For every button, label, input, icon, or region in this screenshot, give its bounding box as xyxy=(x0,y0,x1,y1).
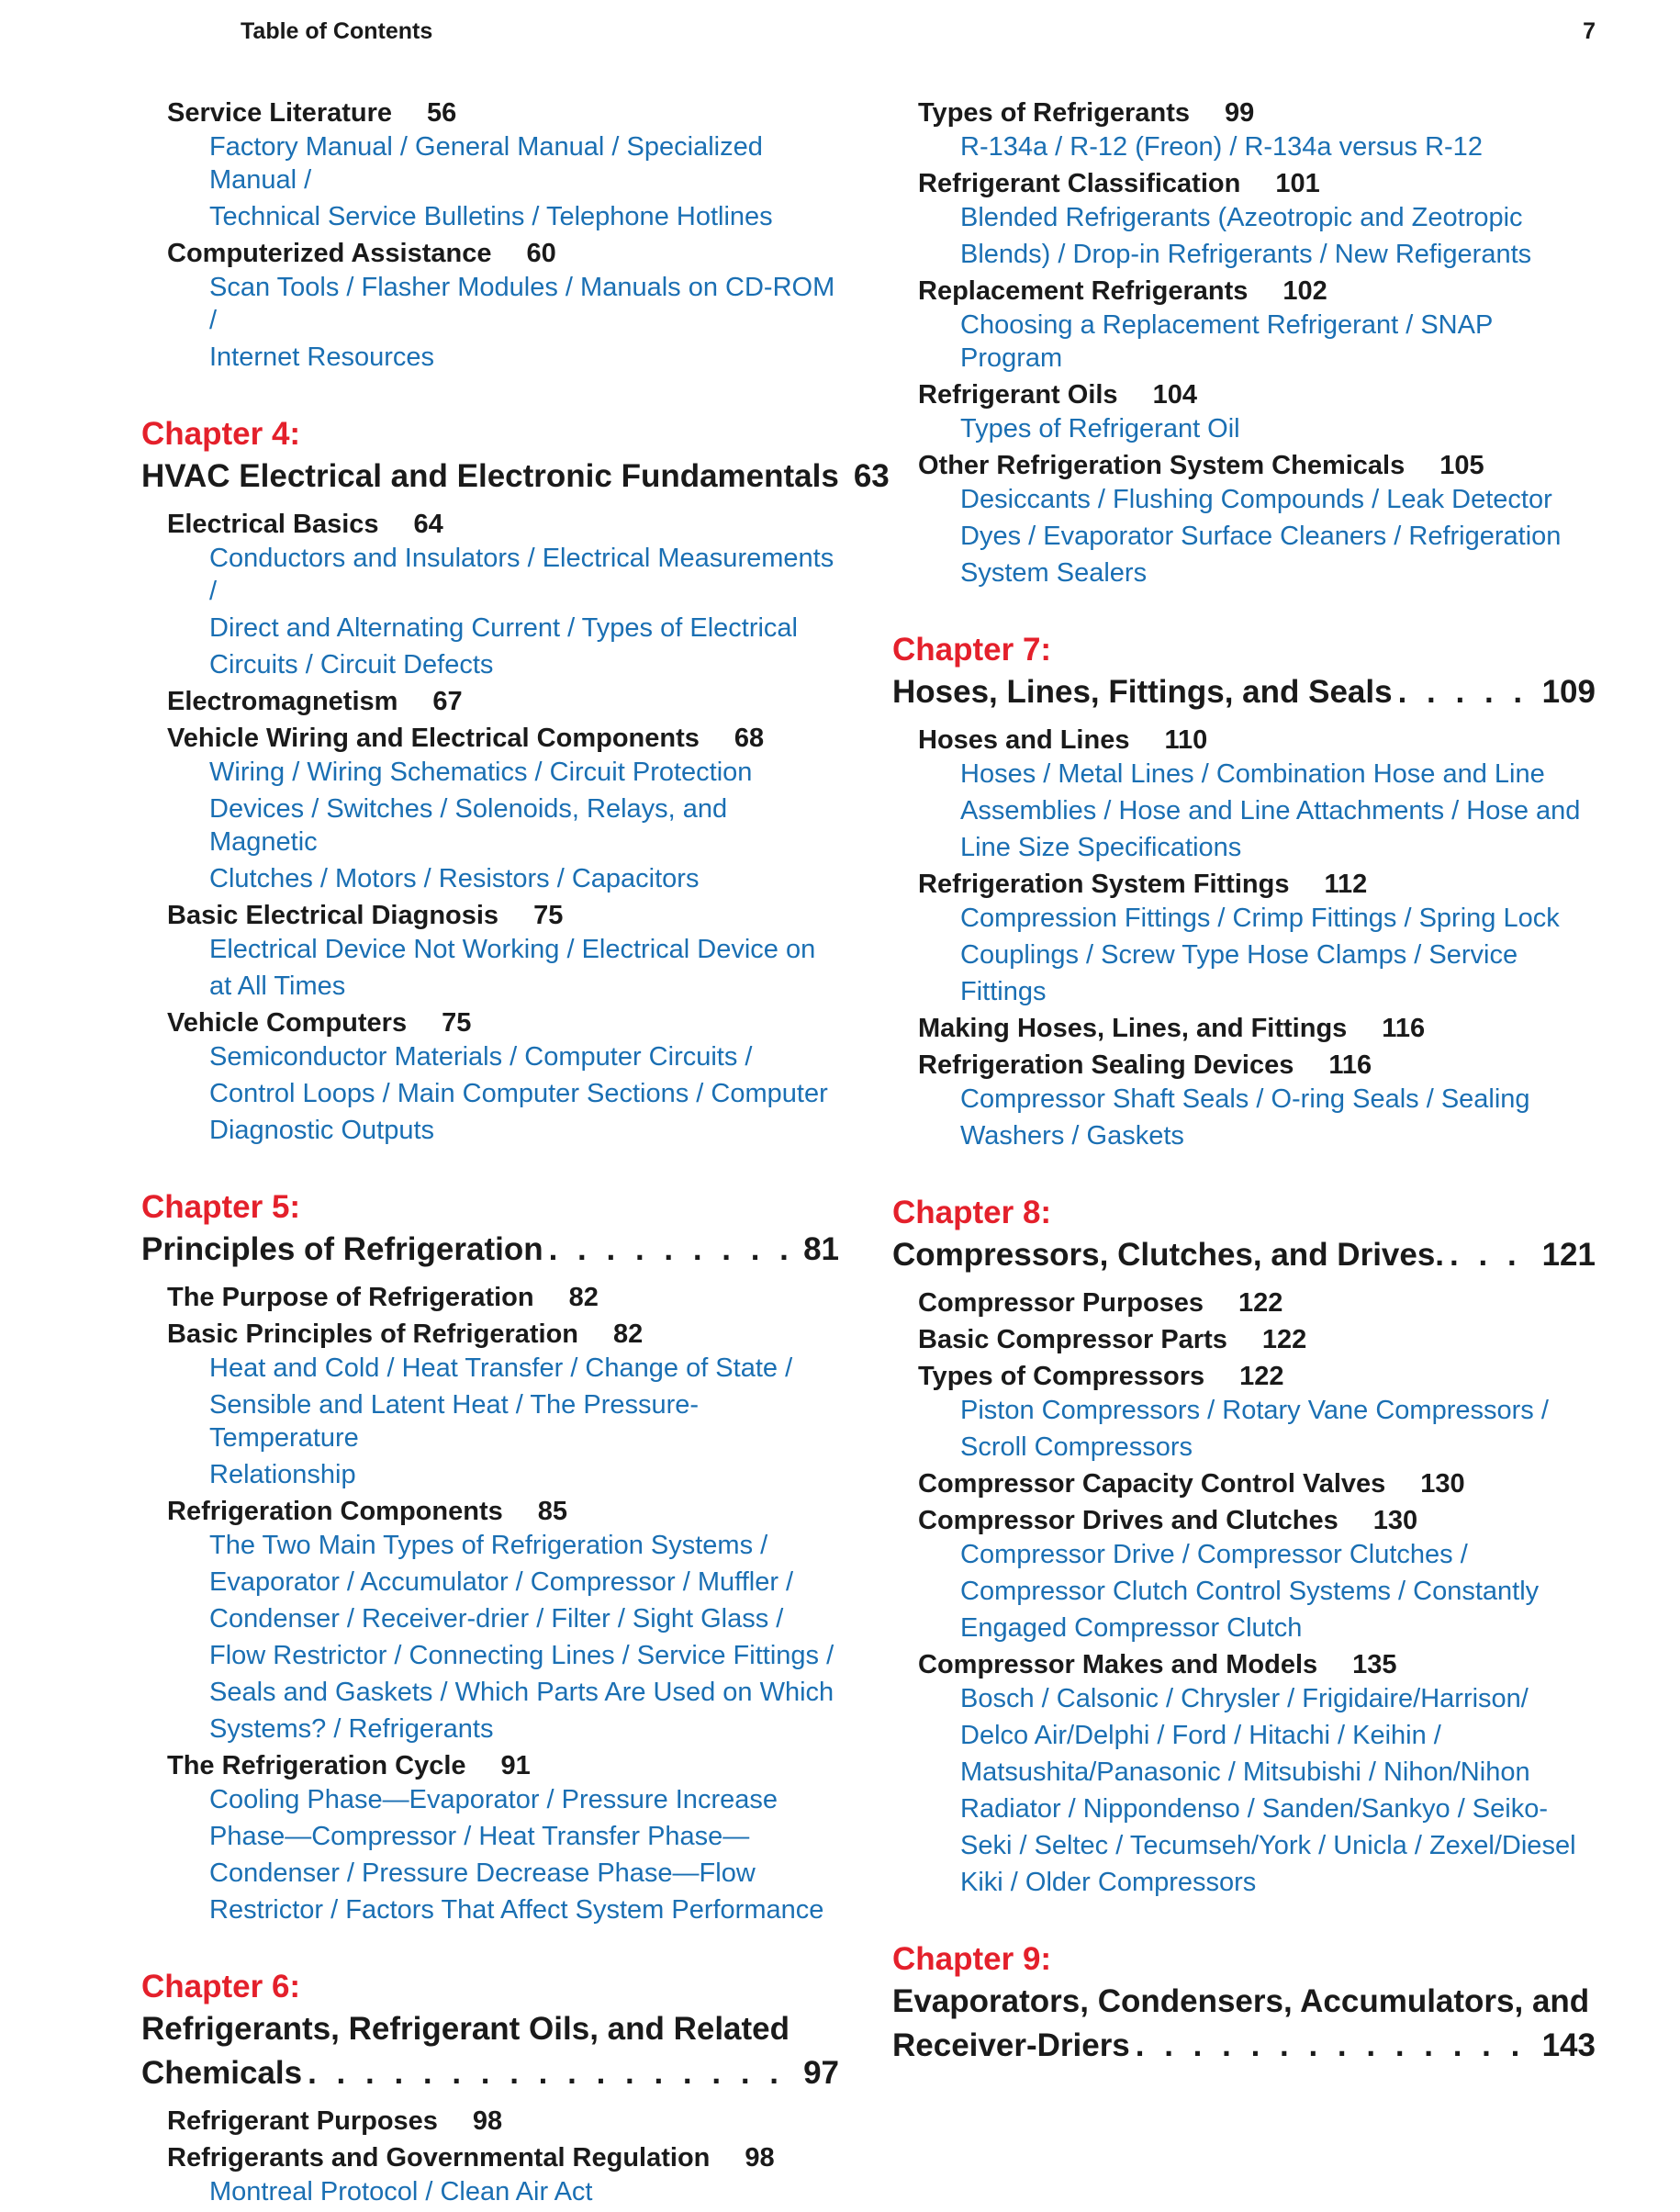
section-subtopics[interactable]: Seals and Gaskets / Which Parts Are Used on Which xyxy=(209,1678,834,1707)
section-subtopics[interactable]: Assemblies / Hose and Line Attachments / Hose and xyxy=(960,796,1581,825)
chapter-title-leader-line xyxy=(892,1233,1596,1277)
toc-section[interactable] xyxy=(167,1281,839,1315)
section-subtopics[interactable]: R-134a / R-12 (Freon) / R-134a versus R-12 xyxy=(960,132,1483,162)
chapter-page: 63 xyxy=(853,458,890,494)
section-page: 75 xyxy=(442,1008,472,1038)
section-subtopics[interactable]: Internet Resources xyxy=(209,342,435,372)
section-subtopics[interactable]: Circuits / Circuit Defects xyxy=(209,650,494,679)
section-title: Service Literature xyxy=(167,98,393,128)
section-page: 104 xyxy=(1152,380,1197,410)
chapter-title[interactable] xyxy=(141,455,890,499)
toc-section[interactable] xyxy=(167,96,839,130)
section-subtopics[interactable]: Relationship xyxy=(209,1460,356,1489)
section-page: 68 xyxy=(734,724,765,753)
section-subtopics[interactable]: Scroll Compressors xyxy=(960,1432,1193,1462)
section-title: Refrigeration System Fittings xyxy=(918,870,1290,899)
section-page: 64 xyxy=(413,510,443,539)
section-title: Compressor Purposes xyxy=(918,1288,1204,1318)
chapter-title-line: Chemicals xyxy=(141,2055,303,2091)
section-subtopics[interactable]: Fittings xyxy=(960,977,1047,1006)
section-title: Compressor Makes and Models xyxy=(918,1650,1318,1679)
chapter-block xyxy=(892,630,1596,1152)
toc-section[interactable] xyxy=(918,868,1596,902)
toc-section[interactable] xyxy=(167,685,839,719)
section-subtopics[interactable]: Line Size Specifications xyxy=(960,833,1242,862)
section-page: 98 xyxy=(472,2106,503,2136)
section-page: 116 xyxy=(1328,1050,1372,1080)
section-subtopics[interactable]: Compressor Clutch Control Systems / Constantly xyxy=(960,1577,1540,1606)
section-subtopics[interactable]: Radiator / Nippondenso / Sanden/Sankyo / Seiko- xyxy=(960,1794,1549,1824)
chapter-title-line: Hoses, Lines, Fittings, and Seals xyxy=(892,674,1393,710)
chapter-page: 143 xyxy=(1541,2027,1596,2063)
chapter-title-leader-line xyxy=(892,670,1596,714)
section-title: Computerized Assistance xyxy=(167,239,492,268)
section-subtopics[interactable]: Wiring / Wiring Schematics / Circuit Protection xyxy=(209,758,753,787)
chapter-label: Chapter 7: xyxy=(892,632,1052,668)
section-title: Replacement Refrigerants xyxy=(918,276,1249,306)
section-subtopics[interactable]: Factory Manual / General Manual / Specialized Manual / xyxy=(209,132,763,195)
chapter-block xyxy=(141,1967,839,2208)
section-subtopics[interactable]: Desiccants / Flushing Compounds / Leak Detector xyxy=(960,485,1552,514)
section-subtopics[interactable]: Semiconductor Materials / Computer Circuits / xyxy=(209,1042,753,1072)
section-title: Electrical Basics xyxy=(167,510,379,539)
section-subtopics[interactable]: Delco Air/Delphi / Ford / Hitachi / Keihin / xyxy=(960,1721,1441,1750)
section-page: 110 xyxy=(1164,725,1208,755)
chapter-title[interactable] xyxy=(892,1233,1596,1277)
section-page: 85 xyxy=(537,1497,568,1526)
section-page: 67 xyxy=(432,687,463,716)
chapter-page: 109 xyxy=(1541,674,1596,710)
toc-section[interactable] xyxy=(918,1323,1596,1357)
section-title: Refrigerant Purposes xyxy=(167,2106,438,2136)
toc-section[interactable] xyxy=(167,1318,839,1352)
chapter-title-line: Evaporators, Condensers, Accumulators, and xyxy=(892,1983,1590,2019)
section-subtopics[interactable]: Technical Service Bulletins / Telephone Hotlines xyxy=(209,202,773,231)
chapter-title[interactable] xyxy=(892,1980,1596,2068)
section-title: Other Refrigeration System Chemicals xyxy=(918,451,1406,480)
section-subtopics[interactable]: Heat and Cold / Heat Transfer / Change of State / xyxy=(209,1353,793,1383)
chapter-block xyxy=(141,414,890,1147)
chapter-title[interactable] xyxy=(141,2007,839,2095)
toc-section[interactable] xyxy=(918,724,1596,758)
running-head-title: Table of Contents xyxy=(241,18,433,44)
section-subtopics[interactable]: Direct and Alternating Current / Types of Electrical xyxy=(209,613,798,643)
section-subtopics[interactable]: at All Times xyxy=(209,971,346,1001)
section-subtopics[interactable]: Bosch / Calsonic / Chrysler / Frigidaire/Harrison/ xyxy=(960,1684,1529,1713)
chapter-title-line: HVAC Electrical and Electronic Fundamentals xyxy=(141,458,839,494)
page-number: 7 xyxy=(1583,18,1596,44)
page-header xyxy=(241,18,1596,55)
toc-section[interactable] xyxy=(918,1286,1596,1320)
toc-section[interactable] xyxy=(918,1049,1596,1083)
section-title: Types of Refrigerants xyxy=(918,98,1190,128)
chapter-title-leader-line xyxy=(141,2051,839,2095)
section-subtopics[interactable]: Evaporator / Accumulator / Compressor / Muffler / xyxy=(209,1567,794,1597)
section-title: The Purpose of Refrigeration xyxy=(167,1283,534,1312)
chapter-page: 121 xyxy=(1541,1237,1596,1273)
section-title: Hoses and Lines xyxy=(918,725,1130,755)
toc-section[interactable] xyxy=(918,275,1596,309)
toc-section[interactable] xyxy=(167,2105,839,2139)
section-subtopics[interactable]: Compressor Drive / Compressor Clutches / xyxy=(960,1540,1468,1569)
section-title: Vehicle Wiring and Electrical Components xyxy=(167,724,700,753)
toc-section[interactable] xyxy=(167,1749,839,1783)
chapter-block xyxy=(892,1939,1596,2068)
chapter-block xyxy=(141,1187,839,1926)
section-page: 135 xyxy=(1352,1650,1397,1679)
section-subtopics[interactable]: Compression Fittings / Crimp Fittings / Spring Lock xyxy=(960,904,1560,933)
section-page: 122 xyxy=(1239,1362,1284,1391)
section-page: 130 xyxy=(1372,1506,1418,1535)
toc-section[interactable] xyxy=(167,1006,839,1040)
section-page: 122 xyxy=(1238,1288,1283,1318)
section-page: 75 xyxy=(533,901,564,930)
section-title: Electromagnetism xyxy=(167,687,398,716)
section-page: 101 xyxy=(1275,169,1320,198)
section-subtopics[interactable]: Couplings / Screw Type Hose Clamps / Service xyxy=(960,940,1518,970)
chapter-title-leader-line xyxy=(141,455,890,499)
section-subtopics[interactable]: Control Loops / Main Computer Sections / Computer xyxy=(209,1079,828,1108)
section-subtopics[interactable]: Clutches / Motors / Resistors / Capacitors xyxy=(209,864,700,893)
right-column xyxy=(892,94,1596,2077)
section-subtopics[interactable]: Cooling Phase—Evaporator / Pressure Increase xyxy=(209,1785,778,1814)
toc-section[interactable] xyxy=(167,508,839,542)
section-subtopics[interactable]: Hoses / Metal Lines / Combination Hose and Line xyxy=(960,759,1545,789)
section-page: 82 xyxy=(568,1283,599,1312)
section-title: Compressor Capacity Control Valves xyxy=(918,1469,1386,1499)
toc-section[interactable] xyxy=(918,1360,1596,1394)
toc-section[interactable] xyxy=(918,96,1596,130)
section-subtopics[interactable]: Types of Refrigerant Oil xyxy=(960,414,1240,444)
section-subtopics[interactable]: Blends) / Drop-in Refrigerants / New Refigerants xyxy=(960,240,1532,269)
section-title: Refrigerant Oils xyxy=(918,380,1118,410)
section-subtopics[interactable]: Piston Compressors / Rotary Vane Compressors / xyxy=(960,1396,1549,1425)
chapter-label: Chapter 9: xyxy=(892,1941,1052,1977)
chapter-label: Chapter 5: xyxy=(141,1189,301,1225)
section-page: 60 xyxy=(526,239,556,268)
left-column xyxy=(141,94,890,2212)
chapter-block xyxy=(892,1193,1596,1899)
chapter-label: Chapter 8: xyxy=(892,1195,1052,1230)
section-subtopics[interactable]: Electrical Device Not Working / Electrical Device on xyxy=(209,935,816,964)
toc-section[interactable] xyxy=(167,1495,839,1529)
section-page: 91 xyxy=(500,1751,531,1780)
dot-leader xyxy=(308,2051,794,2095)
toc-section[interactable] xyxy=(918,1467,1596,1501)
section-subtopics[interactable]: Devices / Switches / Solenoids, Relays, and Magnetic xyxy=(209,794,728,857)
section-subtopics[interactable]: Choosing a Replacement Refrigerant / SNAP Program xyxy=(960,310,1493,373)
section-subtopics[interactable]: Condenser / Pressure Decrease Phase—Flow xyxy=(209,1858,756,1888)
section-title: Refrigeration Components xyxy=(167,1497,503,1526)
section-subtopics[interactable]: Diagnostic Outputs xyxy=(209,1116,435,1145)
toc-section[interactable] xyxy=(167,722,839,756)
section-subtopics[interactable]: Restrictor / Factors That Affect System Performance xyxy=(209,1895,824,1925)
chapter-title-line: Compressors, Clutches, and Drives. xyxy=(892,1237,1445,1273)
chapter-page: 81 xyxy=(803,1231,839,1267)
chapter-title-line: Receiver-Driers xyxy=(892,2027,1130,2063)
section-page: 102 xyxy=(1282,276,1327,306)
section-subtopics[interactable]: Montreal Protocol / Clean Air Act xyxy=(209,2177,593,2206)
section-page: 82 xyxy=(613,1319,644,1349)
section-subtopics[interactable]: Phase—Compressor / Heat Transfer Phase— xyxy=(209,1822,750,1851)
section-subtopics[interactable]: Blended Refrigerants (Azeotropic and Zeotropic xyxy=(960,203,1523,232)
toc-section[interactable] xyxy=(167,237,839,271)
section-subtopics[interactable]: The Two Main Types of Refrigeration Systems / xyxy=(209,1531,768,1560)
section-page: 116 xyxy=(1382,1014,1426,1043)
section-title: Refrigerants and Governmental Regulation xyxy=(167,2143,711,2173)
section-subtopics[interactable]: Sensible and Latent Heat / The Pressure-Temperature xyxy=(209,1390,700,1453)
dot-leader xyxy=(549,1228,794,1272)
section-page: 98 xyxy=(745,2143,775,2173)
section-title: Basic Compressor Parts xyxy=(918,1325,1227,1354)
section-subtopics[interactable]: Matsushita/Panasonic / Mitsubishi / Nihon/Nihon xyxy=(960,1757,1530,1787)
section-title: Vehicle Computers xyxy=(167,1008,408,1038)
section-subtopics[interactable]: Condenser / Receiver-drier / Filter / Sight Glass / xyxy=(209,1604,784,1634)
section-subtopics[interactable]: Seki / Seltec / Tecumseh/York / Unicla / Zexel/Diesel xyxy=(960,1831,1576,1860)
section-title: Refrigeration Sealing Devices xyxy=(918,1050,1294,1080)
chapter-title-line: Principles of Refrigeration xyxy=(141,1231,543,1267)
section-title: Basic Principles of Refrigeration xyxy=(167,1319,579,1349)
section-page: 112 xyxy=(1324,870,1368,899)
section-subtopics[interactable]: Conductors and Insulators / Electrical Measurements / xyxy=(209,544,834,606)
section-title: Basic Electrical Diagnosis xyxy=(167,901,499,930)
toc-section[interactable] xyxy=(918,167,1596,201)
section-title: Refrigerant Classification xyxy=(918,169,1241,198)
toc-section[interactable] xyxy=(918,1648,1596,1682)
chapter-label: Chapter 4: xyxy=(141,416,301,452)
dot-leader xyxy=(1136,2024,1533,2068)
chapter-label: Chapter 6: xyxy=(141,1969,301,2004)
section-subtopics[interactable]: Dyes / Evaporator Surface Cleaners / Refrigeration xyxy=(960,522,1562,551)
toc-section[interactable] xyxy=(167,2141,839,2175)
section-title: The Refrigeration Cycle xyxy=(167,1751,466,1780)
dot-leader xyxy=(1398,670,1533,714)
toc-section[interactable] xyxy=(167,899,839,933)
dot-leader xyxy=(1450,1233,1533,1277)
toc-section[interactable] xyxy=(918,1504,1596,1538)
section-page: 122 xyxy=(1261,1325,1307,1354)
chapter-title[interactable] xyxy=(892,670,1596,714)
chapter-title-leader-line xyxy=(892,2024,1596,2068)
section-page: 130 xyxy=(1420,1469,1465,1499)
section-subtopics[interactable]: Kiki / Older Compressors xyxy=(960,1868,1257,1897)
section-page: 105 xyxy=(1439,451,1484,480)
chapter-title-line: Refrigerants, Refrigerant Oils, and Related xyxy=(141,2011,790,2047)
section-subtopics[interactable]: Compressor Shaft Seals / O-ring Seals / Sealing xyxy=(960,1084,1530,1114)
section-subtopics[interactable]: Flow Restrictor / Connecting Lines / Service Fittings / xyxy=(209,1641,834,1670)
section-subtopics[interactable]: Systems? / Refrigerants xyxy=(209,1714,494,1744)
section-subtopics[interactable]: Engaged Compressor Clutch xyxy=(960,1613,1303,1643)
section-subtopics[interactable]: System Sealers xyxy=(960,558,1148,588)
section-subtopics[interactable]: Washers / Gaskets xyxy=(960,1121,1184,1151)
section-title: Types of Compressors xyxy=(918,1362,1205,1391)
section-title: Compressor Drives and Clutches xyxy=(918,1506,1338,1535)
section-page: 99 xyxy=(1224,98,1255,128)
toc-section[interactable] xyxy=(918,378,1596,412)
section-subtopics[interactable]: Scan Tools / Flasher Modules / Manuals on CD-ROM / xyxy=(209,273,835,335)
toc-section[interactable] xyxy=(918,449,1596,483)
section-title: Making Hoses, Lines, and Fittings xyxy=(918,1014,1348,1043)
section-page: 56 xyxy=(427,98,457,128)
chapter-title[interactable] xyxy=(141,1228,839,1272)
chapter-page: 97 xyxy=(803,2055,839,2091)
toc-section[interactable] xyxy=(918,1012,1596,1046)
chapter-title-leader-line xyxy=(141,1228,839,1272)
